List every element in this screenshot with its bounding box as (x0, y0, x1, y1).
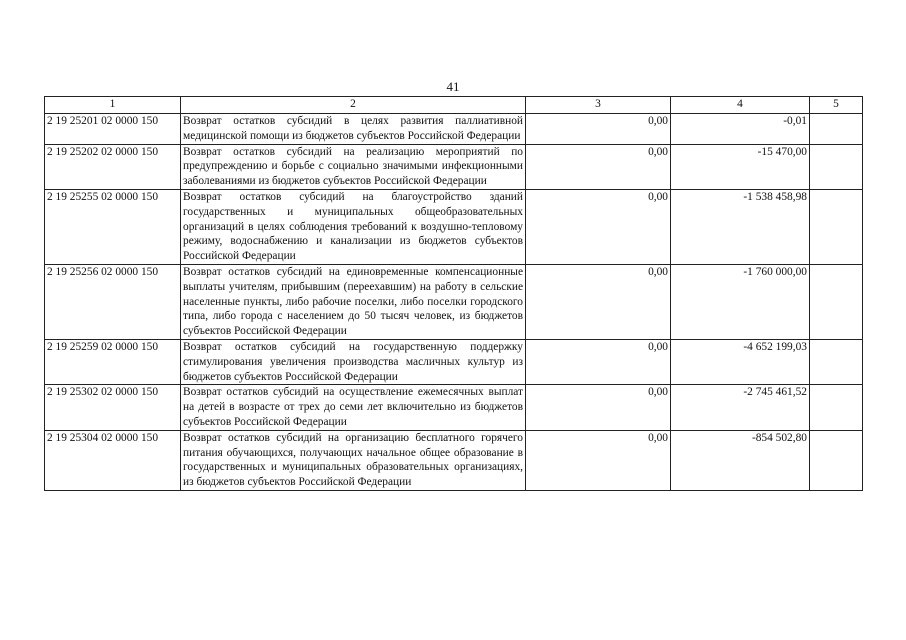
row-col3-value: 0,00 (526, 430, 671, 490)
table-row (45, 144, 863, 189)
row-description: Возврат остатков субсидий на государственную поддержку стимулирования увеличения производства масличных культур из бюджетов субъектов Российской Федерации (181, 339, 526, 384)
row-col4-value: -0,01 (671, 114, 810, 145)
header-row (45, 97, 863, 114)
table-row (45, 385, 863, 430)
row-description: Возврат остатков субсидий на организацию бесплатного горячего питания обучающихся, получающих начальное общее образование в государственных и муниципальных образовательных организациях, из бюджетов субъектов Российской Федерации (181, 430, 526, 490)
row-col4-value: -4 652 199,03 (671, 339, 810, 384)
row-code: 2 19 25259 02 0000 150 (45, 339, 181, 384)
row-col3-value: 0,00 (526, 144, 671, 189)
row-description: Возврат остатков субсидий в целях развития паллиативной медицинской помощи из бюджетов субъектов Российской Федерации (181, 114, 526, 145)
row-col3-value: 0,00 (526, 189, 671, 264)
row-col4-value: -1 538 458,98 (671, 189, 810, 264)
row-code: 2 19 25304 02 0000 150 (45, 430, 181, 490)
row-col5-value (810, 430, 863, 490)
column-header-2: 2 (181, 97, 526, 114)
column-header-5: 5 (810, 97, 863, 114)
row-col3-value: 0,00 (526, 114, 671, 145)
row-col5-value (810, 264, 863, 339)
row-col3-value: 0,00 (526, 264, 671, 339)
row-col5-value (810, 385, 863, 430)
page-number: 41 (446, 79, 460, 94)
column-header-1: 1 (45, 97, 181, 114)
row-description: Возврат остатков субсидий на единовременные компенсационные выплаты учителям, прибывшим (переехавшим) на работу в сельские населенные пункты, либо рабочие поселки, либо поселки городского типа, либо города с населением до 50 тысяч человек, из бюджетов субъектов Российской Федерации (181, 264, 526, 339)
row-col5-value (810, 144, 863, 189)
row-col5-value (810, 189, 863, 264)
table-row (45, 430, 863, 490)
column-header-4: 4 (671, 97, 810, 114)
row-description: Возврат остатков субсидий на осуществление ежемесячных выплат на детей в возрасте от трех до семи лет включительно из бюджетов субъектов Российской Федерации (181, 385, 526, 430)
row-code: 2 19 25256 02 0000 150 (45, 264, 181, 339)
column-header-3: 3 (526, 97, 671, 114)
row-code: 2 19 25255 02 0000 150 (45, 189, 181, 264)
row-code: 2 19 25201 02 0000 150 (45, 114, 181, 145)
row-col3-value: 0,00 (526, 385, 671, 430)
table-row (45, 114, 863, 145)
table-row (45, 189, 863, 264)
budget-table (44, 96, 863, 491)
row-col5-value (810, 114, 863, 145)
table-row (45, 339, 863, 384)
row-code: 2 19 25302 02 0000 150 (45, 385, 181, 430)
row-col4-value: -15 470,00 (671, 144, 810, 189)
row-code: 2 19 25202 02 0000 150 (45, 144, 181, 189)
row-col4-value: -1 760 000,00 (671, 264, 810, 339)
row-description: Возврат остатков субсидий на реализацию мероприятий по предупреждению и борьбе с социально значимыми инфекционными заболеваниями из бюджетов субъектов Российской Федерации (181, 144, 526, 189)
row-col3-value: 0,00 (526, 339, 671, 384)
row-col4-value: -2 745 461,52 (671, 385, 810, 430)
table-row (45, 264, 863, 339)
row-col4-value: -854 502,80 (671, 430, 810, 490)
row-col5-value (810, 339, 863, 384)
row-description: Возврат остатков субсидий на благоустройство зданий государственных и муниципальных общеобразовательных организаций в целях соблюдения требований к воздушно-тепловому режиму, водоснабжению и канализации из бюджетов субъектов Российской Федерации (181, 189, 526, 264)
